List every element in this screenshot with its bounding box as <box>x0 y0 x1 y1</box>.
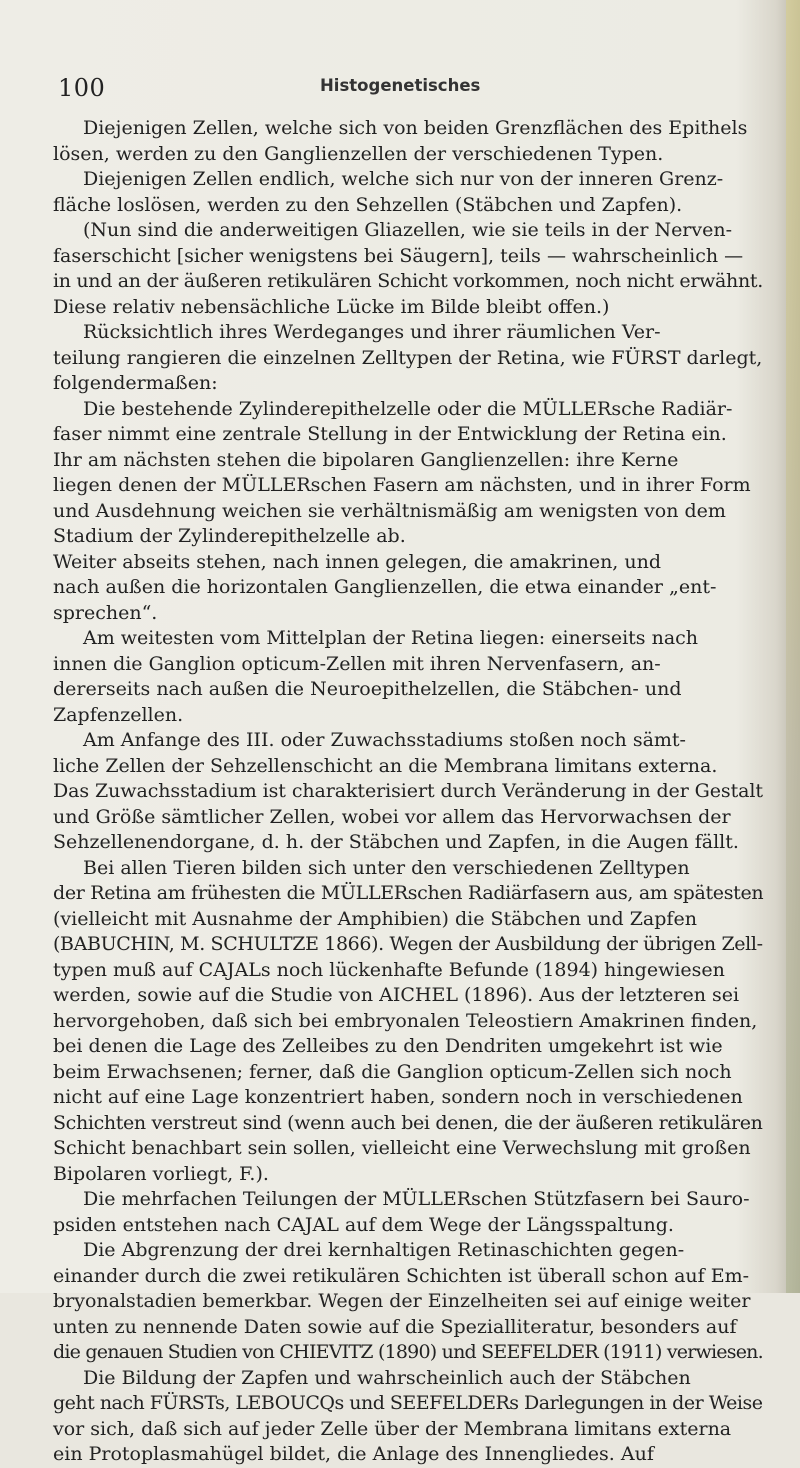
text-line: dererseits nach außen die Neuroepithelzellen, die Stäbchen- und <box>53 678 682 700</box>
text-line: lösen, werden zu den Ganglienzellen der verschiedenen Typen. <box>53 142 664 165</box>
page-number: 100 <box>58 74 106 102</box>
text-line: ein Protoplasmahügel bildet, die Anlage des Innengliedes. Auf <box>53 1443 654 1465</box>
text-line: Das Zuwachsstadium ist charakterisiert durch Veränderung in der Gestalt <box>53 780 763 802</box>
text-line: Rücksichtlich ihres Werdeganges und ihrer räumlichen Ver- <box>83 321 661 343</box>
text-line: teilung rangieren die einzelnen Zelltypen der Retina, wie FÜRST darlegt, <box>53 346 763 369</box>
text-line: hervorgehoben, daß sich bei embryonalen Teleostiern Amakrinen finden, <box>53 1009 758 1032</box>
body-text <box>53 116 763 1468</box>
text-line: (Nun sind die anderweitigen Gliazellen, wie sie teils in der Nerven- <box>83 219 733 241</box>
text-line: und Ausdehnung weichen sie verhältnismäßig am wenigsten von dem <box>53 499 726 522</box>
text-line: liche Zellen der Sehzellenschicht an die Membrana limitans externa. <box>53 754 718 777</box>
text-line: bei denen die Lage des Zelleibes zu den Dendriten umgekehrt ist wie <box>53 1035 723 1057</box>
text-line: psiden entstehen nach CAJAL auf dem Wege der Längsspaltung. <box>53 1213 674 1236</box>
text-line: Die bestehende Zylinderepithelzelle oder die MÜLLERsche Radiär- <box>83 397 733 420</box>
text-line: sprechen“. <box>53 601 158 624</box>
text-line: Ihr am nächsten stehen die bipolaren Ganglienzellen: ihre Kerne <box>53 448 679 471</box>
text-line: fläche loslösen, werden zu den Sehzellen (Stäbchen und Zapfen). <box>53 193 683 216</box>
text-line: Die Abgrenzung der drei kernhaltigen Retinaschichten gegen- <box>83 1239 685 1261</box>
text-line: Schicht benachbart sein sollen, vielleicht eine Verwechslung mit großen <box>53 1137 751 1159</box>
text-line: Am Anfange des III. oder Zuwachsstadiums stoßen noch sämt- <box>83 729 686 751</box>
text-line: innen die Ganglion opticum-Zellen mit ihren Nervenfasern, an- <box>53 652 661 675</box>
text-line: Bipolaren vorliegt, F.). <box>53 1162 269 1185</box>
text-line: faserschicht [sicher wenigstens bei Säugern], teils — wahrscheinlich — <box>53 244 744 267</box>
text-line: Diejenigen Zellen, welche sich von beiden Grenzflächen des Epithels <box>83 117 748 139</box>
text-line: Weiter abseits stehen, nach innen gelegen, die amakrinen, und <box>53 550 662 573</box>
running-head: Histogenetisches <box>320 76 481 95</box>
text-line: die genauen Studien von CHIEVITZ (1890) und SEEFELDER (1911) verwiesen. <box>53 1341 763 1363</box>
text-line: Die Bildung der Zapfen und wahrscheinlich auch der Stäbchen <box>83 1366 691 1389</box>
text-line: geht nach FÜRSTs, LEBOUCQs und SEEFELDERs Darlegungen in der Weise <box>53 1392 763 1414</box>
text-line: bryonalstadien bemerkbar. Wegen der Einzelheiten sei auf einige weiter <box>53 1290 751 1312</box>
text-line: Bei allen Tieren bilden sich unter den verschiedenen Zelltypen <box>83 856 690 879</box>
text-line: nicht auf eine Lage konzentriert haben, sondern noch in verschiedenen <box>53 1086 743 1108</box>
text-line: und Größe sämtlicher Zellen, wobei vor allem das Hervorwachsen der <box>53 805 731 828</box>
text-line: vor sich, daß sich auf jeder Zelle über der Membrana limitans externa <box>53 1417 732 1440</box>
page-edge-shadow <box>786 0 800 1293</box>
text-line: in und an der äußeren retikulären Schicht vorkommen, noch nicht erwähnt. <box>53 270 763 292</box>
text-line: folgendermaßen: <box>53 372 218 394</box>
text-line: der Retina am frühesten die MÜLLERschen Radiärfasern aus, am spätesten <box>53 882 764 904</box>
text-line: Diejenigen Zellen endlich, welche sich nur von der inneren Grenz- <box>83 168 724 190</box>
text-line: (vielleicht mit Ausnahme der Amphibien) die Stäbchen und Zapfen <box>53 907 697 930</box>
text-line: Sehzellenendorgane, d. h. der Stäbchen und Zapfen, in die Augen fällt. <box>53 831 739 853</box>
text-line: Stadium der Zylinderepithelzelle ab. <box>53 525 406 547</box>
text-line: (BABUCHIN, M. SCHULTZE 1866). Wegen der Ausbildung der übrigen Zell- <box>53 933 763 955</box>
page-header <box>58 74 748 104</box>
text-line: nach außen die horizontalen Ganglienzellen, die etwa einander „ent- <box>53 576 717 598</box>
text-line: einander durch die zwei retikulären Schichten ist überall schon auf Em- <box>53 1264 750 1287</box>
text-line: werden, sowie auf die Studie von AICHEL (1896). Aus der letzteren sei <box>53 984 740 1006</box>
text-line: Schichten verstreut sind (wenn auch bei denen, die der äußeren retikulären <box>53 1111 763 1134</box>
text-line: faser nimmt eine zentrale Stellung in der Entwicklung der Retina ein. <box>53 423 727 445</box>
text-line: unten zu nennende Daten sowie auf die Spezialliteratur, besonders auf <box>53 1315 737 1338</box>
text-line: Diese relativ nebensächliche Lücke im Bilde bleibt offen.) <box>53 295 610 318</box>
text-line: Am weitesten vom Mittelplan der Retina liegen: einerseits nach <box>83 627 699 649</box>
text-line: beim Erwachsenen; ferner, daß die Ganglion opticum-Zellen sich noch <box>53 1060 732 1083</box>
text-line: Zapfenzellen. <box>53 703 184 726</box>
text-line: typen muß auf CAJALs noch lückenhafte Befunde (1894) hingewiesen <box>53 958 725 981</box>
text-line: liegen denen der MÜLLERschen Fasern am nächsten, und in ihrer Form <box>53 474 751 496</box>
text-line: Die mehrfachen Teilungen der MÜLLERschen Stützfasern bei Sauro- <box>83 1188 750 1210</box>
